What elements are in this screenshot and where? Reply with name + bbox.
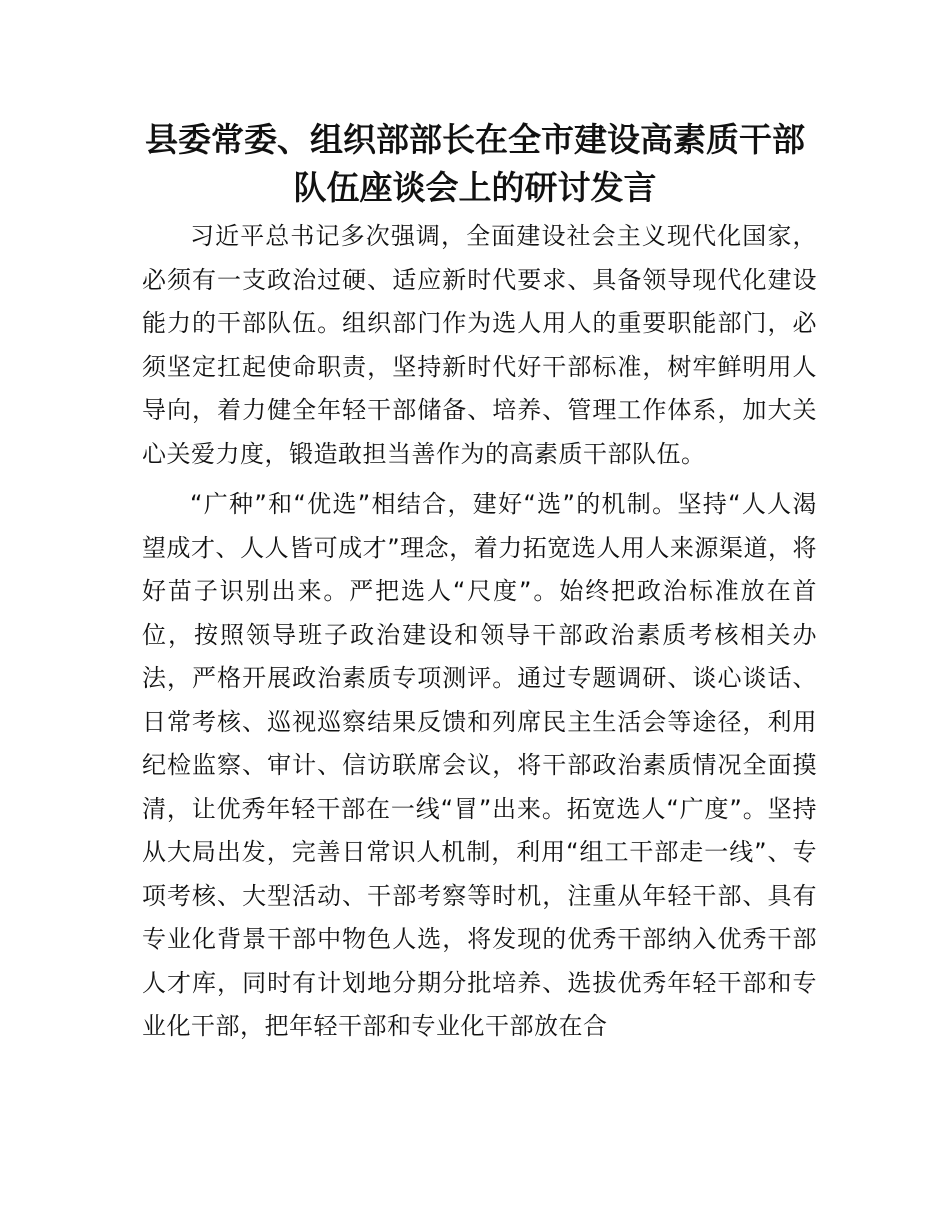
paragraph-2: “广种”和“优选”相结合，建好“选”的机制。坚持“人人渴望成才、人人皆可成才”理念，着力拓宽选人用人来源渠道，将好苗子识别出来。严把选人“尺度”。始终把政治标准放在首位，按照领导班子政治建设和领导干部政治素质考核相关办法，严格开展政治素质专项测评。通过专题调研、谈心谈话、日常考核、巡视巡察结果反馈和列席民主生活会等途径，利用纪检监察、审计、信访联席会议，将干部政治素质情况全面摸清，让优秀年轻干部在一线“冒”出来。拓宽选人“广度”。坚持从大局出发，完善日常识人机制，利用“组工干部走一线”、专项考核、大型活动、干部考察等时机，注重从年轻干部、具有专业化背景干部中物色人选，将发现的优秀干部纳入优秀干部人才库，同时有计划地分期分批培养、选拔优秀年轻干部和专业化干部，把年轻干部和专业化干部放在合	[142, 490, 817, 1040]
title-line-1: 县委常委、组织部部长在全市建设高素质干部	[145, 120, 805, 159]
paragraph-1: 习近平总书记多次强调，全面建设社会主义现代化国家，必须有一支政治过硬、适应新时代要求、具备领导现代化建设能力的干部队伍。组织部门作为选人用人的重要职能部门，必须坚定扛起使命职责，坚持新时代好干部标准，树牢鲜明用人导向，着力健全年轻干部储备、培养、管理工作体系，加大关心关爱力度，锻造敢担当善作为的高素质干部队伍。	[142, 222, 817, 468]
title-line-2: 队伍座谈会上的研讨发言	[293, 168, 657, 207]
document-title	[120, 116, 830, 212]
